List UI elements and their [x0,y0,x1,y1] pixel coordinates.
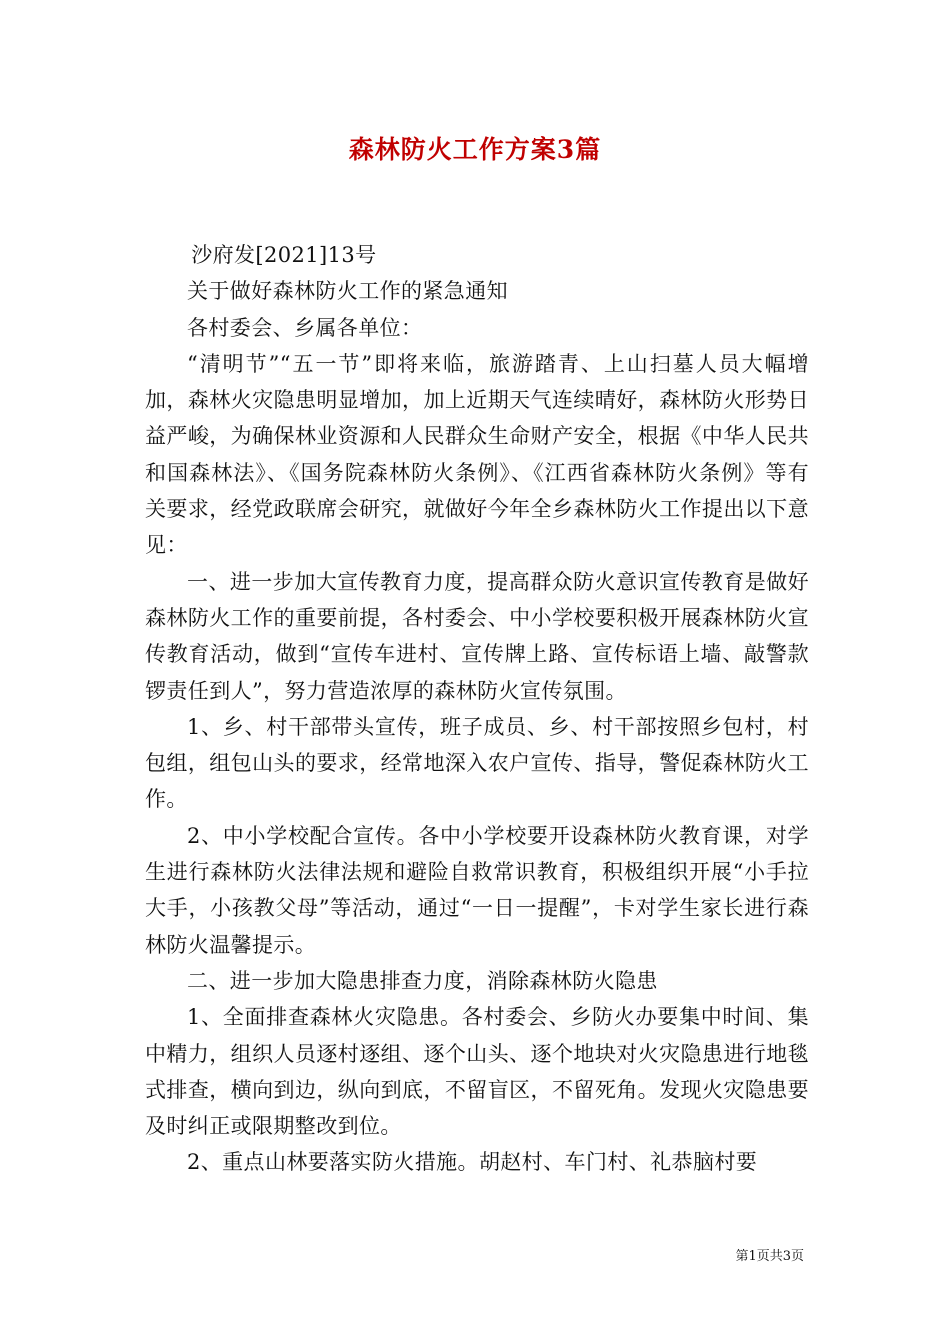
paragraph-section-2: 二、进一步加大隐患排查力度，消除森林防火隐患 [187,968,658,993]
paragraph-item-2-2: 2、重点山林要落实防火措施。胡赵村、车门村、礼恭脑村要 [187,1150,758,1175]
document-number: 沙府发[2021]13号 [191,243,377,267]
paragraph-item-1-1: 1、乡、村干部带头宣传，班子成员、乡、村干部按照乡包村，村包组，组包山头的要求，经常地深入农户宣传、指导，警促森林防火工作。 [145,714,809,812]
notice-heading: 关于做好森林防火工作的紧急通知 [187,279,508,304]
paragraph-item-1-2: 2、中小学校配合宣传。各中小学校要开设森林防火教育课，对学生进行森林防火法律法规和避险自救常识教育，积极组织开展“小手拉大手，小孩教父母”等活动，通过“一日一提醒”，卡对学生家长进行森林防火温馨提示。 [145,823,809,957]
paragraph-intro: “清明节”“五一节”即将来临，旅游踏青、上山扫墓人员大幅增加，森林火灾隐患明显增加，加上近期天气连续晴好，森林防火形势日益严峻，为确保林业资源和人民群众生命财产安全，根据《中华人民共和国森林法》、《国务院森林防火条例》、《江西省森林防火条例》等有关要求，经党政联席会研究，就做好今年全乡森林防火工作提出以下意见： [145,351,809,558]
paragraph-section-1: 一、进一步加大宣传教育力度，提高群众防火意识宣传教育是做好森林防火工作的重要前提，各村委会、中小学校要积极开展森林防火宣传教育活动，做到“宣传车进村、宣传牌上路、宣传标语上墙、敲警款锣责任到人”，努力营造浓厚的森林防火宣传氛围。 [145,569,809,703]
salutation: 各村委会、乡属各单位： [187,315,423,340]
document-body [145,237,809,1181]
document-title: 森林防火工作方案3篇 [348,135,602,164]
paragraph-item-2-1: 1、全面排查森林火灾隐患。各村委会、乡防火办要集中时间、集中精力，组织人员逐村逐组、逐个山头、逐个地块对火灾隐患进行地毯式排查，横向到边，纵向到底，不留盲区，不留死角。发现火灾隐患要及时纠正或限期整改到位。 [145,1005,809,1139]
page-footer: 第1页共3页 [735,1249,804,1264]
